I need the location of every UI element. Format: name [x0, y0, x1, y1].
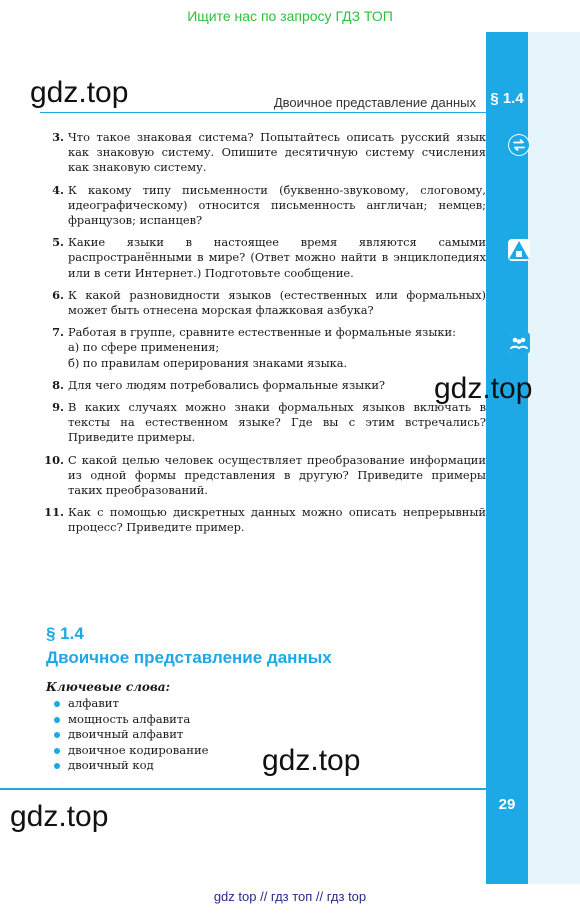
- keyword-item: двоичное кодирование: [54, 743, 209, 759]
- question-number: 5 .: [40, 235, 64, 250]
- question-text: Что такое знаковая система? Попытайтесь описать русский язык как знаковую систему. Опишите десятичную систему счисления как знаковую систему.: [68, 130, 486, 175]
- keyword-item: двоичный алфавит: [54, 727, 209, 743]
- question-number: 8 .: [40, 378, 64, 393]
- question-subitem: а) по сфере применения;: [68, 340, 220, 355]
- watermark: gdz.top: [434, 372, 533, 405]
- question-item: [40, 235, 486, 281]
- watermark: gdz.top: [262, 744, 361, 777]
- question-item: [40, 378, 486, 393]
- keyword-item: алфавит: [54, 696, 209, 712]
- group-icon: [508, 332, 530, 354]
- keywords-label: Ключевые слова:: [46, 680, 171, 694]
- question-number: 11 .: [40, 505, 64, 520]
- question-number: 3 .: [40, 130, 64, 145]
- question-text: К какому типу письменности (буквенно-звуковому, слоговому, идеографическому) относится письменность англичан; немцев; французов; испанцев?: [68, 182, 486, 228]
- question-subitem: б) по правилам оперирования знаками языка.: [68, 355, 348, 370]
- question-number: 9 .: [40, 400, 64, 415]
- keyword-item: двоичный код: [54, 758, 209, 774]
- question-item: [40, 183, 486, 229]
- question-item: [40, 288, 486, 318]
- question-text: Для чего людям потребовались формальные языки?: [68, 377, 386, 392]
- keywords-list: [54, 696, 209, 774]
- watermark: gdz.top: [30, 76, 129, 109]
- question-text: С какой целью человек осуществляет преобразование информации из одной формы представления в другую? Приведите примеры таких преобразований.: [68, 452, 486, 498]
- page-number: 29: [498, 796, 516, 813]
- bottom-banner: gdz top // гдз топ // гдз top: [213, 889, 367, 904]
- footer-divider: [0, 788, 486, 790]
- question-item: [40, 505, 486, 535]
- top-banner: Ищите нас по запросу ГДЗ ТОП: [187, 8, 393, 24]
- question-text: К какой разновидности языков (естественных или формальных) может быть отнесена морская флажковая азбука?: [68, 287, 486, 318]
- exchange-icon: [508, 134, 530, 156]
- running-header-paragraph: § 1.4: [490, 90, 524, 107]
- question-number: 4 .: [40, 183, 64, 198]
- section-number: § 1.4: [46, 624, 84, 643]
- question-text: Работая в группе, сравните естественные и формальные языки:: [68, 325, 456, 340]
- question-item: [40, 130, 486, 176]
- watermark: gdz.top: [10, 800, 109, 833]
- keyword-item: мощность алфавита: [54, 712, 209, 728]
- question-text: В каких случаях можно знаки формальных языков включать в тексты на естественном языке? Где вы с этим встречались? Приведите примеры.: [68, 400, 486, 445]
- question-item: [40, 400, 486, 446]
- right-accent-band: [486, 32, 528, 884]
- question-text: Какие языки в настоящее время являются самыми распространёнными в мире? (Ответ можно найти в энциклопедиях или в сети Интернет.) Подготовьте сообщение.: [68, 235, 486, 280]
- header-divider: [40, 112, 486, 113]
- question-item: [40, 453, 486, 499]
- section-title: Двоичное представление данных: [46, 648, 332, 667]
- question-number: 10 .: [40, 453, 64, 468]
- question-list: [40, 130, 486, 543]
- right-margin-band: [528, 32, 580, 884]
- question-number: 6 .: [40, 288, 64, 303]
- running-header-title: Двоичное представление данных: [273, 95, 476, 110]
- question-item: [40, 325, 486, 371]
- question-number: 7 .: [40, 325, 64, 340]
- home-icon: [508, 239, 530, 261]
- question-text: Как с помощью дискретных данных можно описать непрерывный процесс? Приведите пример.: [68, 505, 486, 535]
